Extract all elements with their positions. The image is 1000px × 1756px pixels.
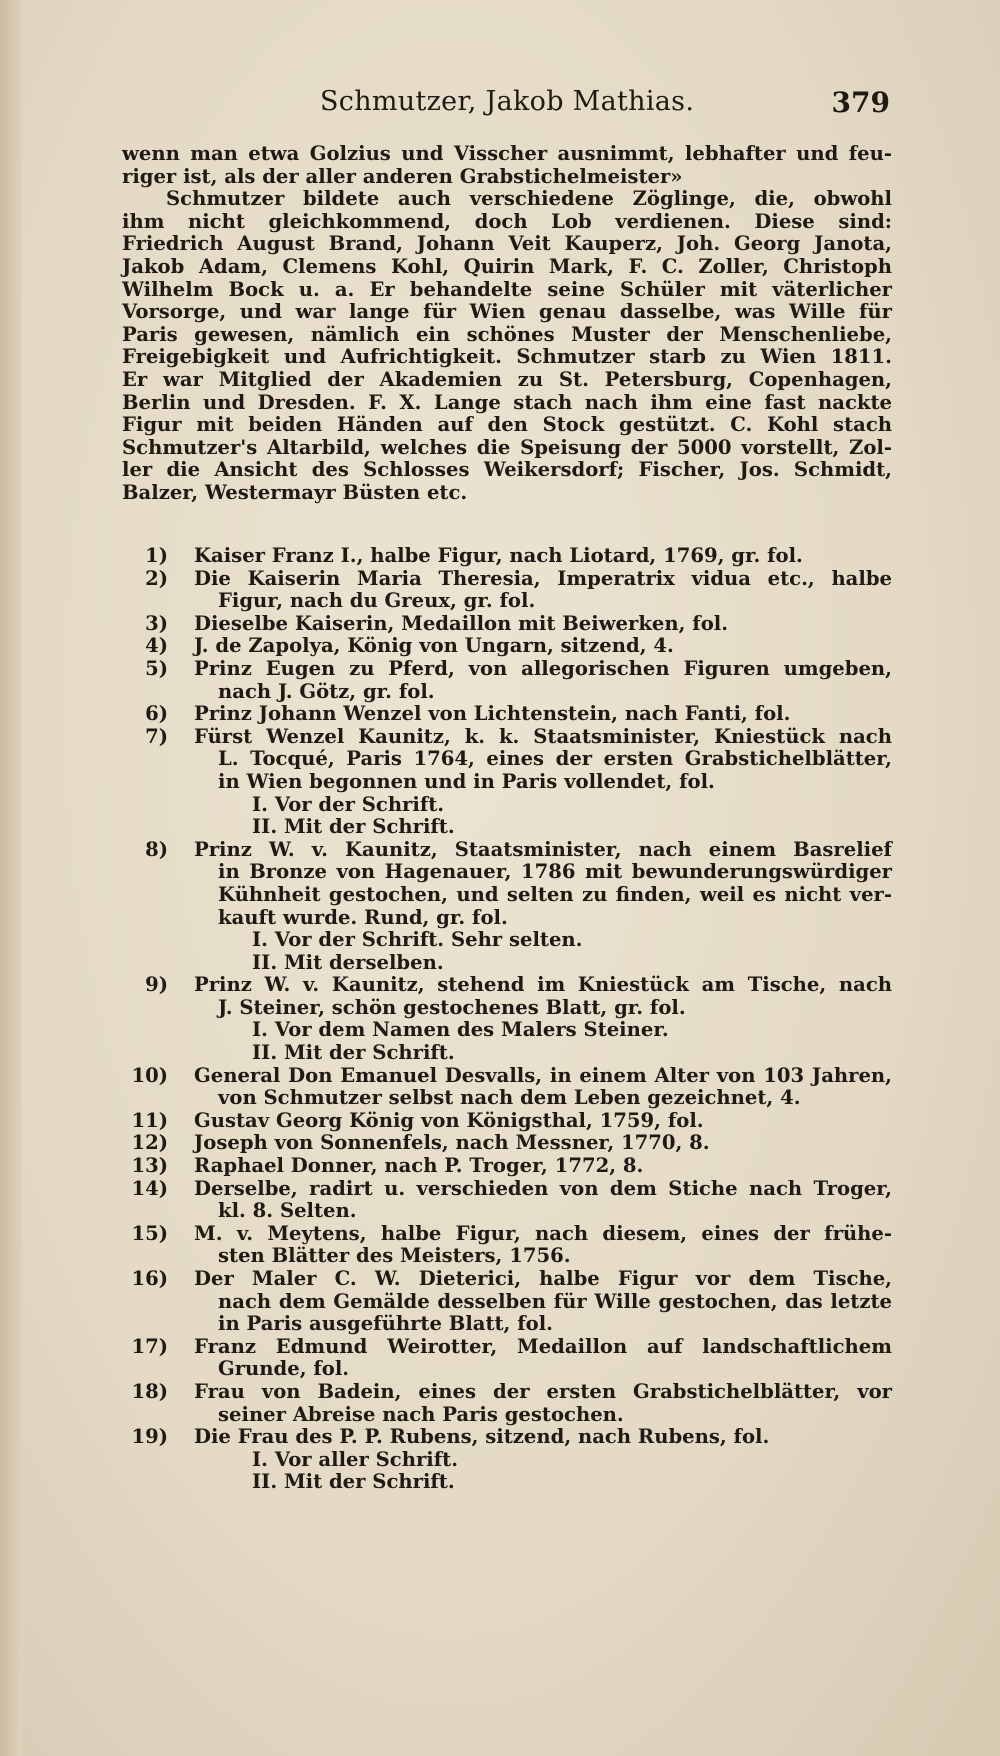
entry-number: 12)	[131, 1131, 168, 1155]
state-variant-line: II. Mit der Schrift.	[252, 1041, 455, 1065]
catalogue-entry	[122, 726, 892, 839]
entry-text-line: kl. 8. Selten.	[218, 1199, 357, 1223]
entry-number: 11)	[131, 1108, 168, 1132]
entry-text-line: nach J. Götz, gr. fol.	[218, 679, 435, 703]
entry-text-line: Prinz W. v. Kaunitz, stehend im Kniestück am Tische, nach	[194, 973, 892, 997]
entry-text-line: Der Maler C. W. Dieterici, halbe Figur vor dem Tische,	[194, 1267, 892, 1290]
entry-text-line: kauft wurde. Rund, gr. fol.	[218, 905, 508, 929]
state-variant-line: I. Vor aller Schrift.	[252, 1447, 459, 1471]
catalogue-entry	[122, 703, 892, 726]
catalogue-entry	[122, 1178, 892, 1223]
entry-number: 2)	[145, 566, 168, 590]
catalogue-entry	[122, 1268, 892, 1336]
text-line: ler die Ansicht des Schlosses Weikersdorf; Fischer, Jos. Schmidt,	[122, 458, 892, 482]
entry-text-line: J. Steiner, schön gestochenes Blatt, gr. fol.	[218, 995, 686, 1019]
page-gutter-shadow	[0, 0, 22, 1756]
entry-text-line: J. de Zapolya, König von Ungarn, sitzend, 4.	[194, 634, 674, 658]
entry-text-line: Kühnheit gestochen, und selten zu finden, weil es nicht ver-	[218, 882, 892, 906]
text-line: Balzer, Westermayr Büsten etc.	[122, 480, 468, 504]
entry-text-line: nach dem Gemälde desselben für Wille gestochen, das letzte	[218, 1289, 892, 1313]
entry-text-line: Raphael Donner, nach P. Troger, 1772, 8.	[194, 1154, 644, 1178]
catalogue-list	[122, 545, 892, 1494]
entry-number: 10)	[131, 1063, 168, 1087]
entry-text-line: Dieselbe Kaiserin, Medaillon mit Beiwerken, fol.	[194, 611, 729, 635]
state-variant-line: I. Vor der Schrift. Sehr selten.	[252, 928, 583, 952]
entry-text-line: General Don Emanuel Desvalls, in einem Alter von 103 Jahren,	[194, 1063, 892, 1087]
entry-text-line: Franz Edmund Weirotter, Medaillon auf landschaftlichem	[194, 1334, 892, 1358]
text-line: riger ist, als der aller anderen Grabstichelmeister»	[122, 164, 683, 188]
catalogue-entry	[122, 635, 892, 658]
state-variant-line: II. Mit der Schrift.	[252, 815, 455, 839]
catalogue-entry	[122, 568, 892, 613]
state-variant-line: II. Mit derselben.	[252, 950, 444, 974]
entry-number: 19)	[131, 1425, 168, 1449]
catalogue-entry	[122, 974, 892, 1064]
entry-text-line: Kaiser Franz I., halbe Figur, nach Liotard, 1769, gr. fol.	[194, 544, 803, 567]
entry-text-line: Gustav Georg König von Königsthal, 1759, fol.	[194, 1108, 704, 1132]
entry-number: 17)	[131, 1334, 168, 1358]
text-line: ihm nicht gleichkommend, doch Lob verdienen. Diese sind:	[122, 209, 892, 233]
catalogue-entry	[122, 613, 892, 636]
entry-text-line: seiner Abreise nach Paris gestochen.	[218, 1402, 624, 1426]
entry-number: 1)	[145, 544, 168, 567]
catalogue-entry	[122, 1381, 892, 1426]
running-title: Schmutzer, Jakob Mathias.	[320, 86, 695, 117]
text-line: Jakob Adam, Clemens Kohl, Quirin Mark, F. C. Zoller, Christoph	[122, 254, 892, 278]
catalogue-entry	[122, 1426, 892, 1494]
entry-text-line: von Schmutzer selbst nach dem Leben gezeichnet, 4.	[218, 1086, 801, 1110]
catalogue-entry	[122, 1223, 892, 1268]
entry-text-line: in Paris ausgeführte Blatt, fol.	[218, 1312, 553, 1336]
page-number: 379	[831, 86, 890, 119]
entry-text-line: Prinz Eugen zu Pferd, von allegorischen Figuren umgeben,	[194, 656, 892, 680]
entry-number: 13)	[131, 1154, 168, 1178]
text-line: Friedrich August Brand, Johann Veit Kauperz, Joh. Georg Janota,	[122, 232, 892, 256]
entry-text-line: Prinz Johann Wenzel von Lichtenstein, nach Fanti, fol.	[194, 702, 791, 726]
entry-number: 9)	[145, 973, 168, 997]
entry-text-line: Die Kaiserin Maria Theresia, Imperatrix vidua etc., halbe	[194, 566, 892, 590]
catalogue-entry	[122, 1065, 892, 1110]
state-variant-line: I. Vor dem Namen des Malers Steiner.	[252, 1018, 669, 1042]
text-line: Freigebigkeit und Aufrichtigkeit. Schmutzer starb zu Wien 1811.	[122, 345, 892, 369]
entry-text-line: Prinz W. v. Kaunitz, Staatsminister, nach einem Basrelief	[194, 837, 892, 861]
catalogue-entry	[122, 839, 892, 975]
catalogue-entry	[122, 1336, 892, 1381]
entry-text-line: Grunde, fol.	[218, 1357, 350, 1381]
entry-text-line: Frau von Badein, eines der ersten Grabstichelblätter, vor	[194, 1379, 892, 1403]
entry-number: 4)	[145, 634, 168, 658]
entry-text-line: Die Frau des P. P. Rubens, sitzend, nach Rubens, fol.	[194, 1425, 770, 1449]
text-line: Berlin und Dresden. F. X. Lange stach nach ihm eine fast nackte	[122, 390, 892, 414]
text-line: Paris gewesen, nämlich ein schönes Muster der Menschenliebe,	[122, 322, 892, 346]
text-line: Wilhelm Bock u. a. Er behandelte seine Schüler mit väterlicher	[122, 277, 892, 301]
entry-number: 3)	[145, 611, 168, 635]
text-line: Schmutzer bildete auch verschiedene Zöglinge, die, obwohl	[166, 187, 892, 211]
text-line: wenn man etwa Golzius und Visscher ausnimmt, lebhafter und feu-	[122, 142, 892, 165]
entry-number: 6)	[145, 702, 168, 726]
entry-number: 8)	[145, 837, 168, 861]
entry-text-line: M. v. Meytens, halbe Figur, nach diesem, eines der frühe-	[194, 1221, 892, 1245]
catalogue-entry	[122, 1155, 892, 1178]
biography-paragraph	[122, 143, 892, 505]
text-line: Schmutzer's Altarbild, welches die Speisung der 5000 vorstellt, Zol-	[122, 435, 892, 459]
state-variant-line: I. Vor der Schrift.	[252, 792, 445, 816]
catalogue-entry	[122, 545, 892, 568]
entry-number: 7)	[145, 724, 168, 748]
entry-number: 5)	[145, 656, 168, 680]
running-header	[120, 86, 890, 126]
entry-number: 15)	[131, 1221, 168, 1245]
entry-text-line: sten Blätter des Meisters, 1756.	[218, 1244, 571, 1268]
entry-number: 14)	[131, 1176, 168, 1200]
text-line: Er war Mitglied der Akademien zu St. Petersburg, Copenhagen,	[122, 367, 892, 391]
entry-text-line: in Wien begonnen und in Paris vollendet, fol.	[218, 769, 715, 793]
text-line: Vorsorge, und war lange für Wien genau dasselbe, was Wille für	[122, 300, 892, 324]
entry-text-line: in Bronze von Hagenauer, 1786 mit bewunderungswürdiger	[218, 860, 892, 884]
entry-text-line: Figur, nach du Greux, gr. fol.	[218, 589, 536, 613]
entry-text-line: Fürst Wenzel Kaunitz, k. k. Staatsminister, Kniestück nach	[194, 724, 892, 748]
entry-text-line: L. Tocqué, Paris 1764, eines der ersten Grabstichelblätter,	[218, 747, 892, 771]
text-line: Figur mit beiden Händen auf den Stock gestützt. C. Kohl stach	[122, 413, 892, 437]
entry-number: 18)	[131, 1379, 168, 1403]
entry-text-line: Joseph von Sonnenfels, nach Messner, 1770, 8.	[194, 1131, 710, 1155]
catalogue-entry	[122, 1132, 892, 1155]
catalogue-entry	[122, 658, 892, 703]
entry-number: 16)	[131, 1267, 168, 1290]
state-variant-line: II. Mit der Schrift.	[252, 1470, 455, 1494]
entry-text-line: Derselbe, radirt u. verschieden von dem Stiche nach Troger,	[194, 1176, 892, 1200]
catalogue-entry	[122, 1110, 892, 1133]
